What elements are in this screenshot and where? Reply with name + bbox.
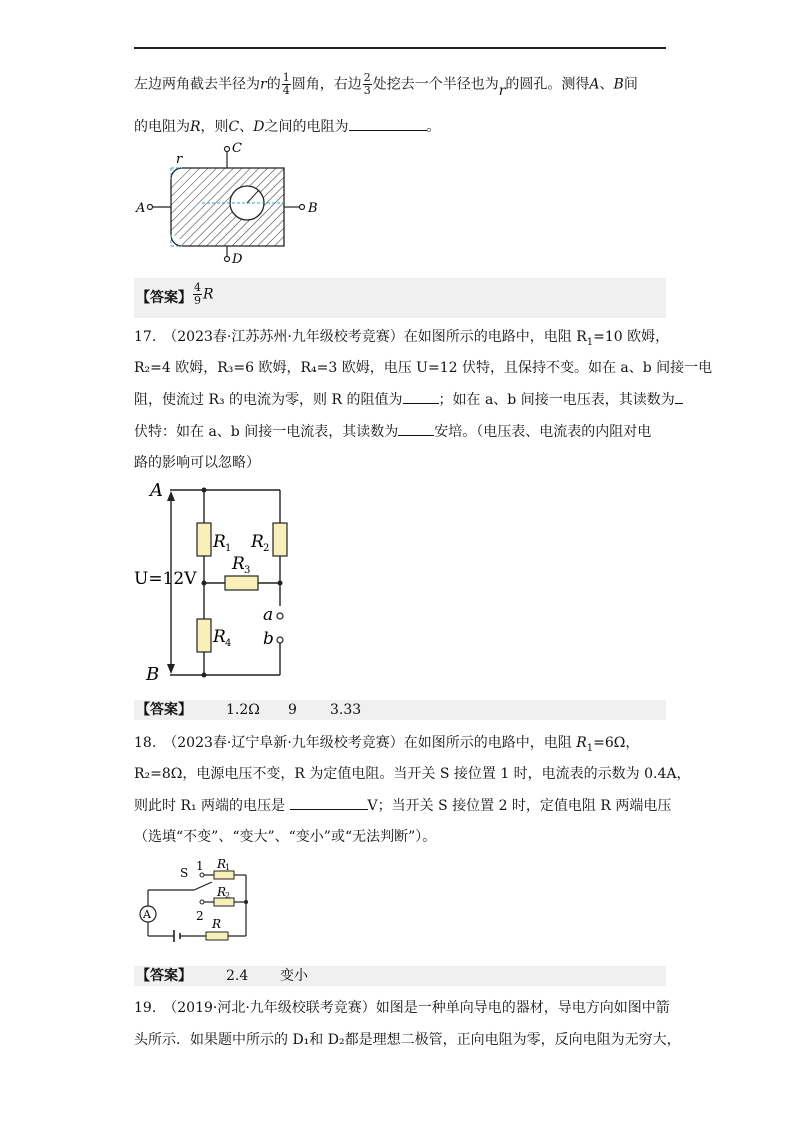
label-R3: R <box>232 554 245 574</box>
q19-line-2: 头所示．如果题中所示的 D₁和 D₂都是理想二极管，正向电阻为零，反向电阻为无穷大， <box>134 1032 681 1048</box>
label-R1: R <box>217 857 227 871</box>
terminal-a <box>277 613 283 619</box>
arrow-down-icon <box>167 664 175 674</box>
label-R4: R <box>213 627 226 647</box>
answer-label: 【答案】 <box>136 702 192 718</box>
q17-circuit-figure <box>134 477 304 687</box>
q17-answer-box <box>134 700 666 720</box>
arrow-up-icon <box>167 491 175 501</box>
hatched-plate <box>171 168 284 246</box>
q16-plate-figure <box>134 140 334 265</box>
resistor-R1 <box>214 871 234 879</box>
fraction-two-thirds: $\frac{2}{3}$ <box>363 71 371 97</box>
label-R4-sub: 4 <box>225 638 232 649</box>
terminal-b <box>277 637 283 643</box>
resistor-R1 <box>197 523 211 556</box>
label-position-1: 1 <box>196 859 204 873</box>
answer-value: $\frac{4}{9}$ R <box>194 281 214 307</box>
q18-answer-box <box>134 966 666 986</box>
q18-line-1: 18. （2023春·辽宁阜新·九年级校考竞赛）在如图所示的电路中，电阻 $R_1=6\Omega$， <box>134 735 640 754</box>
q18-line-2: R₂=8Ω，电源电压不变，R 为定值电阻。当开关 S 接位置 1 时，电流表的示数为 0.4A， <box>134 766 691 782</box>
label-B: B <box>146 664 160 685</box>
q17-line-2: R₂=4 欧姆，R₃=6 欧姆，R₄=3 欧姆，电压 U=12 伏特，且保持不变。如在 a、b 间接一电 <box>134 360 713 376</box>
label-S: S <box>180 866 189 880</box>
answer-value-1: 2.4 <box>226 968 249 984</box>
label-R2: R <box>251 532 264 552</box>
header-rule <box>134 47 666 49</box>
answer-value-3: 3.33 <box>330 702 362 718</box>
label-R2-sub: 2 <box>263 543 270 554</box>
q16-line-1: 左边两角截去半径为r的 $\frac{1}{4}$ 圆角，右边 $\frac{2}{3}$ 处挖去一个半径也为r的圆孔。测得A、B间 <box>134 71 638 99</box>
q16-answer-box <box>134 278 666 318</box>
label-position-2: 2 <box>196 909 204 923</box>
q18-line-3: 则此时 R₁ 两端的电压是 V；当开关 S 接位置 2 时，定值电阻 R 两端电压 <box>134 795 671 816</box>
answer-value-2: 9 <box>288 702 297 718</box>
resistor-R3 <box>225 576 258 590</box>
resistor-R2 <box>273 523 287 556</box>
q18-circuit-figure <box>134 850 264 945</box>
label-U: U=12V <box>134 569 197 589</box>
answer-blank <box>398 421 434 436</box>
label-R1-sub: 1 <box>225 543 232 554</box>
label-b: b <box>263 629 274 649</box>
resistor-R <box>206 932 228 940</box>
q17-line-3: 阻，使流过 R₃ 的电流为零，则 R 的阻值为 ；如在 a、b 间接一电压表，其读数为 <box>134 389 683 410</box>
switch-contact-1 <box>200 873 204 877</box>
label-ammeter: A <box>143 908 151 921</box>
answer-blank <box>403 389 439 404</box>
q19-line-1: 19. （2019·河北·九年级校联考竞赛）如图是一种单向导电的器材，导电方向如图中箭 <box>134 1000 670 1016</box>
label-R: R <box>212 917 222 931</box>
fraction-one-quarter: $\frac{1}{4}$ <box>282 71 290 97</box>
junction-dot <box>244 900 248 904</box>
label-B: B <box>308 201 318 216</box>
answer-value-2: 变小 <box>280 968 308 984</box>
resistor-R4 <box>197 619 211 652</box>
q17-line-4: 伏特：如在 a、b 间接一电流表，其读数为 安培。（电压表、电流表的内阻对电 <box>134 421 651 442</box>
answer-label: 【答案】 <box>136 968 192 984</box>
label-R2: R <box>217 885 227 899</box>
label-a: a <box>263 605 274 625</box>
label-R2-sub: 2 <box>225 891 231 900</box>
label-A: A <box>150 480 163 501</box>
answer-blank <box>675 389 683 404</box>
answer-value-1: 1.2Ω <box>226 702 260 718</box>
switch-contact-2 <box>200 900 204 904</box>
answer-blank <box>349 116 427 131</box>
label-R3-sub: 3 <box>244 565 251 576</box>
label-A: A <box>136 201 146 216</box>
label-R1-sub: 1 <box>225 863 231 872</box>
label-r: r <box>176 152 183 167</box>
label-C: C <box>232 141 242 156</box>
label-D: D <box>232 252 243 265</box>
q16-line-2: 的电阻为R，则C、D之间的电阻为 。 <box>134 116 441 137</box>
label-R1: R <box>213 532 226 552</box>
q17-line-5: 路的影响可以忽略） <box>134 455 260 471</box>
answer-blank <box>290 795 368 810</box>
answer-label: 【答案】 <box>136 290 192 306</box>
resistor-R2 <box>214 898 234 906</box>
q18-line-4: （选填“不变”、“变大”、“变小”或“无法判断”）。 <box>134 829 437 845</box>
q17-line-1: 17. （2023春·江苏苏州·九年级校考竞赛）在如图所示的电路中，电阻 $R_1=10$ 欧姆， <box>134 329 670 348</box>
